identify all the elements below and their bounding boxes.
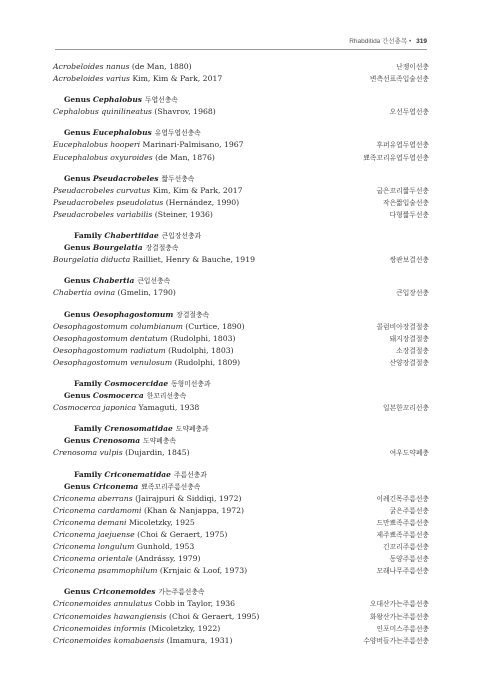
species-authority: (Rudolphi, 1803) (165, 345, 234, 355)
taxon-section (53, 469, 429, 578)
species-row (53, 321, 429, 333)
heading-korean-name: 큰입선충속 (137, 277, 171, 286)
heading-taxon-name: Chabertia (92, 276, 135, 286)
species-authority: (de Man, 1876) (152, 152, 215, 162)
species-korean-name: 인포미스주름선충 (376, 624, 429, 633)
heading-prefix: Family (74, 424, 105, 434)
family-heading (74, 423, 429, 435)
species-row (53, 598, 429, 610)
species-authority: Kim, Kim & Park, 2017 (130, 74, 223, 84)
species-authority: (Rudolphi, 1803) (167, 333, 236, 343)
species-name: Criconemoides hawangiensis (53, 611, 167, 621)
heading-korean-name: 동형미선충과 (171, 379, 211, 388)
heading-taxon-name: Crenosoma (92, 436, 141, 446)
page-number: 319 (416, 38, 427, 45)
heading-taxon-name: Oesophagostomum (92, 309, 174, 319)
species-name: Criconema orientale (53, 554, 133, 564)
species-korean-name: 드만뾰족주름선충 (376, 518, 429, 527)
running-header (55, 35, 427, 50)
species-name: Criconemoides informis (53, 623, 146, 633)
species-row (53, 541, 429, 553)
species-name: Criconema jaejuense (53, 530, 135, 539)
species-name: Criconema cardamomi (53, 505, 142, 515)
header-title (349, 36, 427, 45)
family-heading (74, 230, 429, 242)
species-name: Criconema longulum (53, 542, 135, 552)
species-name: Acrobeloides varius (53, 74, 130, 84)
species-name: Oesophagostomum venulosum (53, 357, 173, 367)
species-row (53, 61, 429, 73)
species-korean-name: 수양버들가는주름선충 (363, 636, 429, 645)
taxon-section (53, 94, 429, 118)
heading-prefix: Family (74, 378, 105, 388)
genus-heading (64, 275, 429, 287)
species-authority: (Shavrov, 1968) (151, 107, 216, 117)
family-heading (74, 469, 429, 481)
species-row (53, 333, 429, 345)
species-korean-name: 뾰족꼬리유엽두엽선충 (363, 153, 429, 162)
species-authority: (Hernández, 1990) (163, 197, 240, 207)
heading-prefix: Genus (64, 436, 93, 446)
species-authority: (Dujardin, 1845) (122, 448, 190, 458)
species-row (53, 553, 429, 565)
species-name: Pseudacrobeles pseudolatus (53, 197, 164, 207)
species-authority: (Choi & Geraert, 1995) (166, 611, 260, 621)
family-heading (74, 378, 429, 390)
species-row (53, 254, 429, 266)
header-section-title: Rhabditida 간선충목 (349, 38, 408, 45)
species-korean-name: 제주뾰족주름선충 (376, 531, 429, 539)
species-korean-name: 콜럼비아장결절충 (376, 322, 429, 331)
family-genus-heading (64, 481, 429, 493)
heading-taxon-name: Cosmocercidae (104, 378, 169, 388)
species-korean-name: 소장결절충 (396, 346, 429, 355)
heading-prefix: Genus (64, 309, 93, 319)
genus-heading (64, 127, 429, 139)
taxon-section (53, 127, 429, 163)
taxon-section (53, 423, 429, 459)
species-korean-name: 일본한꼬리선충 (383, 404, 429, 413)
species-authority: (Choi & Geraert, 1975) (134, 530, 228, 539)
species-authority: (Imamura, 1931) (164, 635, 233, 645)
species-name: Oesophagostomum columbianum (53, 321, 183, 331)
taxon-section (53, 173, 429, 221)
species-row (53, 73, 429, 85)
species-authority: (Steiner, 1936) (152, 209, 213, 219)
species-name: Eucephalobus hooperi (53, 140, 141, 150)
taxon-section (53, 61, 429, 85)
family-genus-heading (64, 242, 429, 254)
species-authority: Gunhold, 1953 (134, 542, 195, 552)
heading-prefix: Genus (64, 587, 93, 597)
heading-prefix: Genus (64, 391, 93, 401)
species-authority: (Rudolphi, 1809) (172, 357, 241, 367)
species-authority: (Krnjaic & Loof, 1973) (157, 566, 248, 576)
species-name: Chabertia ovina (53, 288, 116, 298)
species-row (53, 447, 429, 459)
heading-korean-name: 뾰족꼬리주름선충속 (141, 482, 201, 491)
species-row (53, 345, 429, 357)
species-row (53, 402, 429, 414)
heading-taxon-name: Criconemoides (92, 587, 156, 597)
species-authority: (Jairajpuri & Siddiqi, 1972) (132, 493, 242, 503)
species-authority: (Curtice, 1890) (182, 321, 245, 331)
heading-taxon-name: Crenosomatidae (104, 424, 173, 434)
species-name: Pseudacrobeles curvatus (53, 185, 151, 195)
heading-taxon-name: Pseudacrobeles (92, 173, 159, 183)
species-authority: (Khan & Nanjappa, 1972) (141, 505, 245, 515)
heading-taxon-name: Eucephalobus (92, 128, 152, 138)
species-name: Criconema psammophilum (53, 566, 158, 576)
species-name: Pseudacrobeles variabilis (53, 209, 153, 219)
heading-prefix: Genus (64, 243, 93, 253)
taxon-section (53, 230, 429, 266)
genus-heading (64, 173, 429, 185)
species-row (53, 197, 429, 209)
heading-prefix: Genus (64, 128, 93, 138)
species-korean-name: 오대산가는주름선충 (369, 600, 429, 609)
heading-korean-name: 가는주름선충속 (158, 588, 205, 597)
species-korean-name: 이례긴목주름선충 (376, 494, 429, 503)
taxon-section (53, 309, 429, 369)
heading-korean-name: 도약폐충과 (175, 425, 209, 434)
species-korean-name: 모래나무주름선충 (376, 567, 429, 576)
species-name: Cosmocerca japonica (53, 403, 137, 413)
species-korean-name: 변측선표족입술선충 (369, 75, 429, 84)
species-korean-name: 긴꼬리주름선충 (383, 543, 429, 552)
species-row (53, 106, 429, 118)
heading-korean-name: 주름선충과 (173, 470, 207, 479)
taxon-section (53, 275, 429, 299)
species-name: Criconemoides komabaensis (53, 635, 165, 645)
species-korean-name: 다형짧두선충 (389, 210, 429, 219)
heading-prefix: Genus (64, 173, 93, 183)
species-row (53, 152, 429, 164)
heading-korean-name: 큰입장선충과 (161, 232, 202, 241)
heading-korean-name: 두엽선충속 (145, 96, 178, 105)
species-name: Oesophagostomum radiatum (53, 345, 166, 355)
heading-korean-name: 장결절충속 (145, 244, 179, 253)
species-korean-name: 큰입장선충 (396, 289, 429, 298)
heading-taxon-name: Criconema (92, 481, 139, 491)
species-authority: Railliet, Henry & Bauche, 1919 (130, 255, 255, 265)
species-korean-name: 돼지장결절충 (389, 334, 429, 343)
heading-prefix: Family (74, 231, 105, 241)
species-korean-name: 여우도약폐충 (389, 449, 429, 458)
heading-prefix: Genus (64, 481, 93, 491)
species-korean-name: 산양장결절충 (389, 358, 429, 367)
heading-prefix: Genus (64, 95, 93, 105)
species-name: Bourgelatia diducta (53, 255, 131, 265)
heading-korean-name: 장결절충속 (176, 310, 210, 319)
species-row (53, 517, 429, 529)
heading-korean-name: 도약폐충속 (143, 437, 176, 446)
genus-heading (64, 94, 429, 106)
species-row (53, 493, 429, 505)
heading-taxon-name: Cephalobus (92, 95, 142, 105)
taxon-section (53, 586, 429, 646)
species-authority: Marinari-Palmisano, 1967 (140, 140, 244, 150)
species-row (53, 505, 429, 517)
heading-taxon-name: Criconematidae (104, 469, 171, 479)
species-row (53, 185, 429, 197)
species-name: Cephalobus quinilineatus (53, 107, 152, 117)
species-name: Criconema aberrans (53, 493, 133, 503)
species-name: Crenosoma vulpis (53, 448, 123, 458)
heading-taxon-name: Chabertiidae (104, 231, 159, 241)
genus-heading (64, 309, 429, 321)
genus-heading (64, 586, 429, 598)
taxon-section (53, 378, 429, 414)
species-row (53, 139, 429, 151)
species-korean-name: 후퍼유엽두엽선충 (376, 141, 429, 150)
header-bullet: • (409, 38, 412, 45)
species-korean-name: 화왕산가는주름선충 (369, 612, 429, 621)
heading-taxon-name: Cosmocerca (92, 391, 144, 401)
species-name: Criconema demani (53, 517, 127, 527)
species-korean-name: 오선두엽선충 (389, 108, 429, 117)
species-row (53, 529, 429, 541)
species-name: Acrobeloides nanus (53, 62, 130, 71)
family-genus-heading (64, 435, 429, 447)
species-korean-name: 굵은주름선충 (389, 506, 429, 515)
species-authority: (Andrássy, 1979) (132, 554, 201, 564)
family-genus-heading (64, 390, 429, 402)
species-korean-name: 난쟁이선충 (396, 63, 429, 71)
species-authority: (Micoletzky, 1922) (145, 623, 221, 633)
species-list (53, 61, 429, 647)
species-authority: Cobb in Taylor, 1936 (152, 599, 236, 609)
heading-korean-name: 짧두선충속 (161, 174, 195, 183)
heading-prefix: Genus (64, 276, 93, 286)
species-row (53, 357, 429, 369)
species-row (53, 623, 429, 635)
species-korean-name: 쌍관보결선충 (389, 256, 429, 265)
heading-taxon-name: Bourgelatia (92, 243, 143, 253)
species-name: Eucephalobus oxyuroides (53, 152, 153, 162)
species-authority: Yamaguti, 1938 (136, 403, 200, 413)
species-row (53, 611, 429, 623)
species-name: Criconemoides annulatus (53, 599, 153, 609)
heading-korean-name: 유엽두엽선충속 (154, 129, 201, 138)
species-row (53, 635, 429, 647)
species-authority: Kim, Kim & Park, 2017 (150, 185, 243, 195)
species-authority: (Gmelin, 1790) (115, 288, 176, 298)
species-row (53, 565, 429, 577)
species-authority: (de Man, 1880) (129, 62, 192, 71)
species-korean-name: 굽은꼬리짧두선충 (376, 186, 429, 195)
species-row (53, 287, 429, 299)
species-authority: Micoletzky, 1925 (126, 517, 195, 527)
heading-korean-name: 한꼬리선충속 (146, 392, 187, 401)
heading-prefix: Family (74, 469, 105, 479)
species-korean-name: 작은짧입술선충 (383, 198, 429, 207)
species-korean-name: 동양주름선충 (389, 555, 429, 564)
species-name: Oesophagostomum dentatum (53, 333, 168, 343)
species-row (53, 209, 429, 221)
